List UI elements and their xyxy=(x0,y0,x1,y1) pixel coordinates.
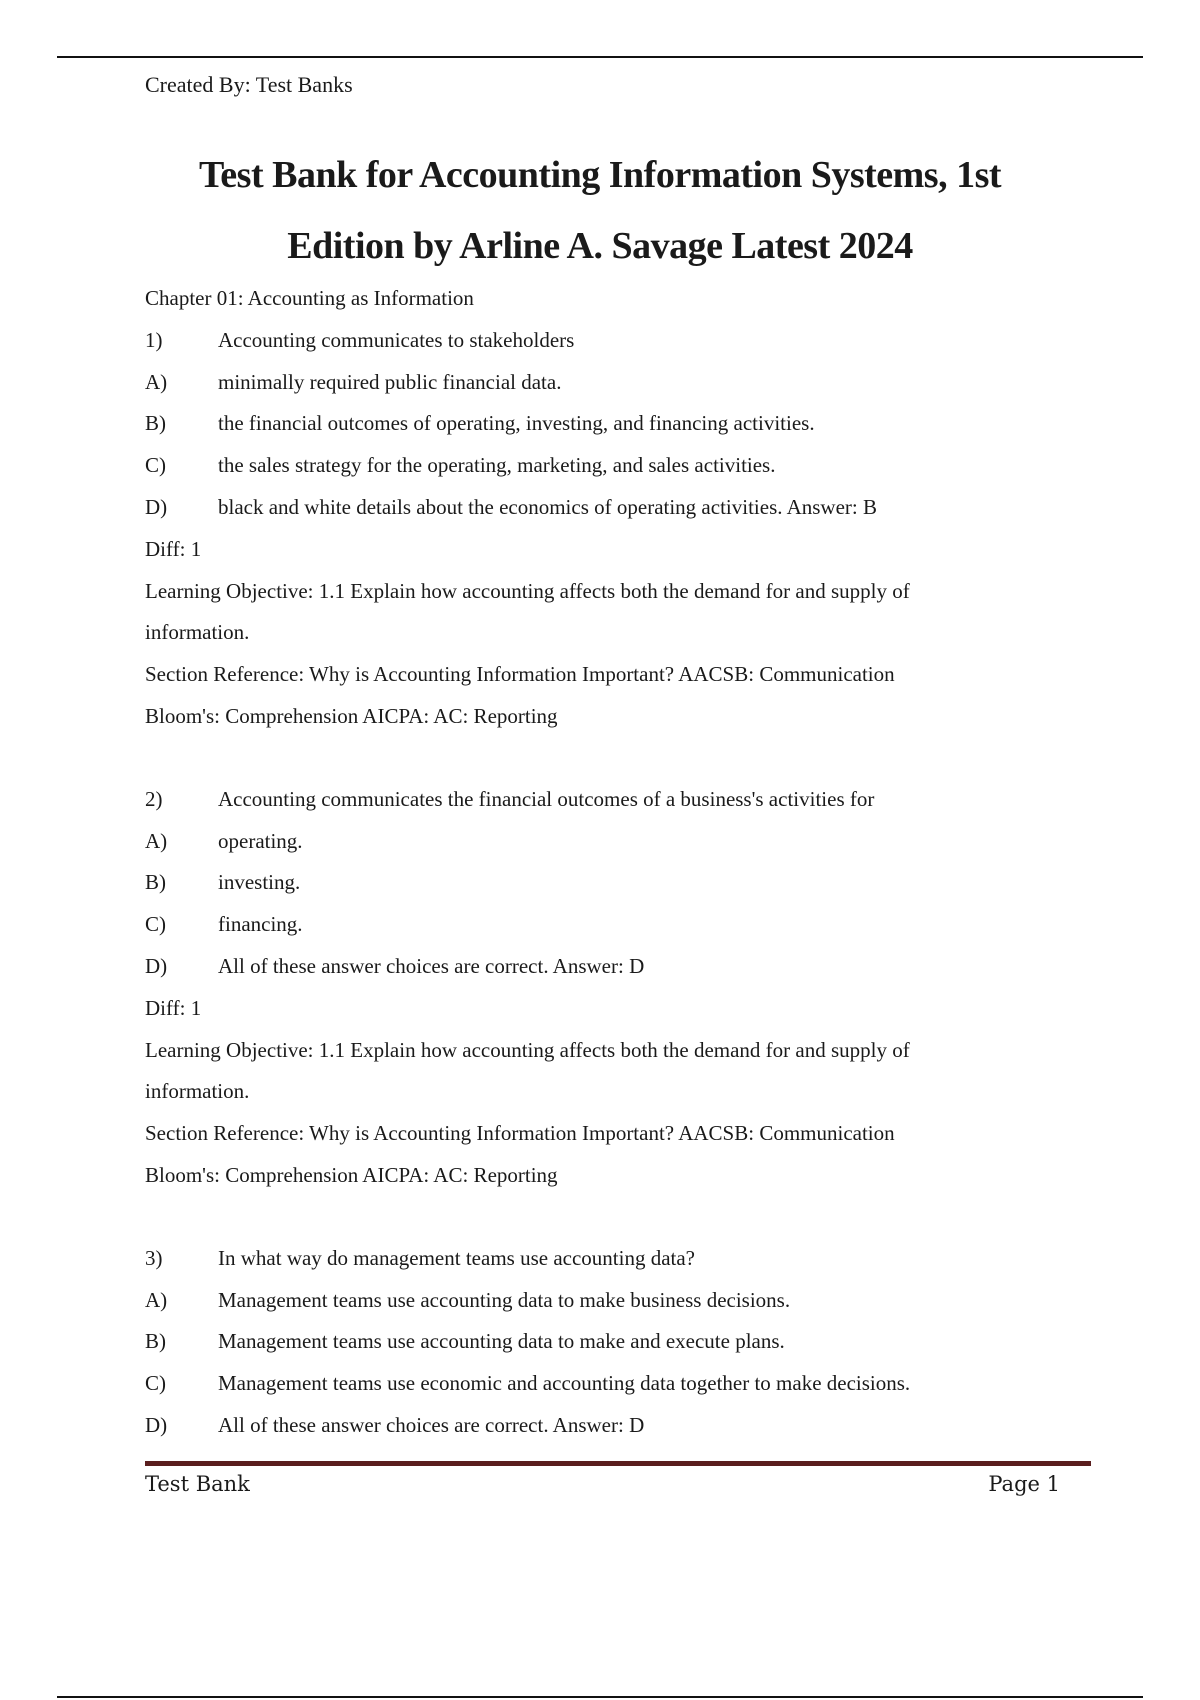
option-text: Management teams use economic and accounting data together to make decisions. xyxy=(218,1371,911,1396)
answer-option xyxy=(145,366,1085,408)
answer-option xyxy=(145,866,1085,908)
learning-objective: Learning Objective: 1.1 Explain how accounting affects both the demand for and supply of xyxy=(145,578,910,603)
answer-option xyxy=(145,407,1085,449)
answer-option xyxy=(145,908,1085,950)
option-label: D) xyxy=(145,953,168,978)
question-text: In what way do management teams use accounting data? xyxy=(218,1245,695,1270)
learning-objective-continued: information. xyxy=(145,1079,250,1104)
option-label: B) xyxy=(145,411,166,436)
section-reference: Section Reference: Why is Accounting Information Important? AACSB: Communication xyxy=(145,1121,895,1146)
option-text: All of these answer choices are correct. Answer: D xyxy=(218,953,645,978)
answer-option xyxy=(145,1367,1085,1409)
bottom-border-rule xyxy=(57,1696,1143,1698)
difficulty: Diff: 1 xyxy=(145,536,202,561)
chapter-heading: Chapter 01: Accounting as Information xyxy=(145,286,474,310)
answer-option xyxy=(145,1325,1085,1367)
option-text: Management teams use accounting data to make business decisions. xyxy=(218,1287,791,1312)
title-line-2: Edition by Arline A. Savage Latest 2024 xyxy=(287,225,913,267)
footer-rule xyxy=(145,1461,1091,1466)
learning-objective-continued: information. xyxy=(145,620,250,645)
question-text: Accounting communicates to stakeholders xyxy=(218,327,575,352)
option-label: B) xyxy=(145,1329,166,1354)
option-text: All of these answer choices are correct. Answer: D xyxy=(218,1412,645,1437)
created-by-header: Created By: Test Banks xyxy=(145,72,353,97)
option-label: B) xyxy=(145,870,166,895)
option-label: C) xyxy=(145,912,166,937)
question-stem xyxy=(145,783,1085,825)
option-label: A) xyxy=(145,828,168,853)
question-block-1 xyxy=(145,324,1085,742)
option-label: C) xyxy=(145,1371,166,1396)
question-number: 2) xyxy=(145,786,163,811)
option-label: D) xyxy=(145,494,168,519)
option-label: D) xyxy=(145,1412,168,1437)
option-label: A) xyxy=(145,1287,168,1312)
answer-option xyxy=(145,1284,1085,1326)
option-text: the sales strategy for the operating, marketing, and sales activities. xyxy=(218,453,776,478)
option-text: Management teams use accounting data to make and execute plans. xyxy=(218,1329,785,1354)
question-content xyxy=(145,282,1085,1451)
document-title xyxy=(100,140,1100,282)
option-text: investing. xyxy=(218,870,301,895)
page-number: Page 1 xyxy=(988,1472,1060,1496)
option-label: A) xyxy=(145,369,168,394)
blooms-taxonomy: Bloom's: Comprehension AICPA: AC: Reporting xyxy=(145,1162,558,1187)
answer-option xyxy=(145,491,1085,533)
question-text: Accounting communicates the financial outcomes of a business's activities for xyxy=(218,786,875,811)
option-text: the financial outcomes of operating, investing, and financing activities. xyxy=(218,411,815,436)
option-text: minimally required public financial data. xyxy=(218,369,562,394)
option-text: black and white details about the economics of operating activities. Answer: B xyxy=(218,494,877,519)
title-line-1: Test Bank for Accounting Information Systems, 1st xyxy=(198,154,1002,196)
question-stem xyxy=(145,1242,1085,1284)
section-reference: Section Reference: Why is Accounting Information Important? AACSB: Communication xyxy=(145,662,895,687)
learning-objective: Learning Objective: 1.1 Explain how accounting affects both the demand for and supply of xyxy=(145,1037,910,1062)
question-stem xyxy=(145,324,1085,366)
blooms-taxonomy: Bloom's: Comprehension AICPA: AC: Reporting xyxy=(145,703,558,728)
question-number: 3) xyxy=(145,1245,163,1270)
answer-option xyxy=(145,449,1085,491)
answer-option xyxy=(145,825,1085,867)
question-block-3 xyxy=(145,1242,1085,1451)
option-text: financing. xyxy=(218,912,303,937)
footer-label: Test Bank xyxy=(145,1472,250,1496)
question-number: 1) xyxy=(145,327,163,352)
answer-option xyxy=(145,1409,1085,1451)
option-label: C) xyxy=(145,453,166,478)
difficulty: Diff: 1 xyxy=(145,995,202,1020)
answer-option xyxy=(145,950,1085,992)
option-text: operating. xyxy=(218,828,303,853)
question-block-2 xyxy=(145,783,1085,1201)
